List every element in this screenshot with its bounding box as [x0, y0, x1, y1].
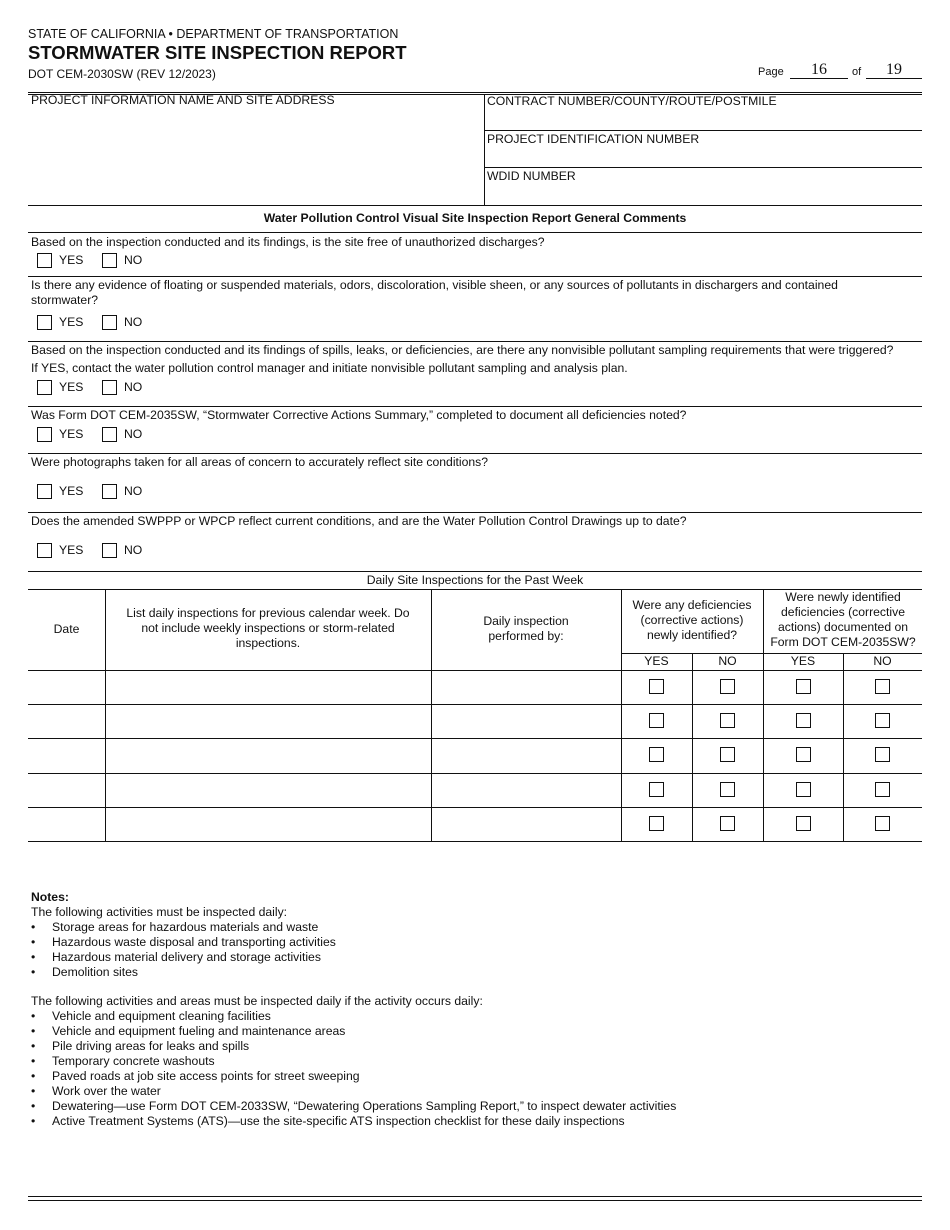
page-label: Page	[758, 66, 784, 78]
date-field[interactable]	[29, 739, 104, 772]
divider	[28, 512, 922, 513]
performed-by-field[interactable]	[432, 705, 620, 737]
contract-number-label: CONTRACT NUMBER/COUNTY/ROUTE/POSTMILE	[487, 94, 777, 108]
divider	[692, 653, 693, 841]
q1-no-checkbox[interactable]	[102, 253, 117, 268]
divider	[28, 453, 922, 454]
q2-no-checkbox[interactable]	[102, 315, 117, 330]
q5-yes-label: YES	[59, 484, 84, 498]
question-3-instruction: If YES, contact the water pollution control manager and initiate nonvisible pollutant sampling and analysis plan.	[31, 361, 628, 375]
list-item: • Paved roads at job site access points for street sweeping	[31, 1069, 911, 1084]
page-total-field[interactable]: 19	[866, 61, 922, 79]
deficiency-yes-checkbox[interactable]	[649, 747, 664, 762]
date-field[interactable]	[29, 671, 104, 703]
performed-by-field[interactable]	[432, 739, 620, 772]
question-5-text: Were photographs taken for all areas of concern to accurately reflect site conditions?	[31, 455, 489, 469]
divider	[843, 653, 844, 841]
divider	[28, 276, 922, 277]
q4-yes-label: YES	[59, 427, 84, 441]
documented-no-checkbox[interactable]	[875, 782, 890, 797]
date-field[interactable]	[29, 705, 104, 737]
daily-table-title: Daily Site Inspections for the Past Week	[366, 573, 584, 587]
col-date-header: Date	[53, 622, 80, 636]
list-item: • Pile driving areas for leaks and spills	[31, 1039, 911, 1054]
col-performed-header: Daily inspection performed by:	[483, 614, 569, 643]
q5-no-label: NO	[124, 484, 143, 498]
divider	[763, 589, 764, 841]
list-item: • Hazardous waste disposal and transporting activities	[31, 935, 911, 950]
wdid-field[interactable]	[486, 185, 921, 204]
divider	[621, 589, 622, 841]
deficiency-no-checkbox[interactable]	[720, 782, 735, 797]
documented-yes-checkbox[interactable]	[796, 782, 811, 797]
deficiency-no-checkbox[interactable]	[720, 816, 735, 831]
notes-heading: Notes:	[31, 890, 69, 904]
list-item: • Storage areas for hazardous materials and waste	[31, 920, 911, 935]
list-item: • Temporary concrete washouts	[31, 1054, 911, 1069]
question-3-text: Based on the inspection conducted and its findings of spills, leaks, or deficiencies, are there any nonvisible pollutant sampling requirements that were triggered?	[31, 343, 894, 357]
divider	[28, 205, 922, 206]
performed-by-field[interactable]	[432, 774, 620, 806]
q2-yes-checkbox[interactable]	[37, 315, 52, 330]
col-doc-no-header: NO	[873, 654, 892, 668]
comments-heading: Water Pollution Control Visual Site Inspection Report General Comments	[263, 211, 687, 225]
documented-yes-checkbox[interactable]	[796, 747, 811, 762]
q2-no-label: NO	[124, 315, 143, 329]
documented-no-checkbox[interactable]	[875, 679, 890, 694]
q5-yes-checkbox[interactable]	[37, 484, 52, 499]
q1-no-label: NO	[124, 253, 143, 267]
divider	[28, 571, 922, 572]
q4-no-label: NO	[124, 427, 143, 441]
footer-rule	[28, 1196, 922, 1197]
footer-rule	[28, 1200, 922, 1201]
date-field[interactable]	[29, 808, 104, 840]
divider	[484, 130, 922, 131]
list-item: • Active Treatment Systems (ATS)—use the site-specific ATS inspection checklist for these daily inspections	[31, 1114, 911, 1129]
divider	[28, 841, 922, 842]
q3-no-label: NO	[124, 380, 143, 394]
list-item: • Vehicle and equipment fueling and maintenance areas	[31, 1024, 911, 1039]
col-deficiencies-header: Were any deficiencies (corrective actions) newly identified?	[632, 598, 752, 642]
page-number-field[interactable]: 16	[790, 61, 848, 79]
divider	[28, 341, 922, 342]
q3-yes-checkbox[interactable]	[37, 380, 52, 395]
inspection-list-field[interactable]	[106, 671, 430, 703]
deficiency-yes-checkbox[interactable]	[649, 713, 664, 728]
list-item: • Dewatering—use Form DOT CEM-2033SW, “Dewatering Operations Sampling Report,” to inspect dewater activities	[31, 1099, 911, 1114]
col-documented-header: Were newly identified deficiencies (corrective actions) documented on Form DOT CEM-2035SW?	[770, 590, 916, 649]
q1-yes-label: YES	[59, 253, 84, 267]
q4-yes-checkbox[interactable]	[37, 427, 52, 442]
q6-yes-checkbox[interactable]	[37, 543, 52, 558]
question-2-text: Is there any evidence of floating or suspended materials, odors, discoloration, visible sheen, or any sources of pollutants in dischargers and contained stormwater?	[31, 278, 838, 307]
documented-no-checkbox[interactable]	[875, 816, 890, 831]
documented-no-checkbox[interactable]	[875, 713, 890, 728]
documented-yes-checkbox[interactable]	[796, 713, 811, 728]
notes-section	[31, 890, 911, 1129]
performed-by-field[interactable]	[432, 808, 620, 840]
deficiency-no-checkbox[interactable]	[720, 747, 735, 762]
q2-yes-label: YES	[59, 315, 84, 329]
performed-by-field[interactable]	[432, 671, 620, 703]
documented-yes-checkbox[interactable]	[796, 816, 811, 831]
project-id-field[interactable]	[486, 148, 921, 167]
inspection-list-field[interactable]	[106, 739, 430, 772]
list-item: • Vehicle and equipment cleaning facilities	[31, 1009, 911, 1024]
q4-no-checkbox[interactable]	[102, 427, 117, 442]
project-id-label: PROJECT IDENTIFICATION NUMBER	[487, 132, 700, 146]
q6-no-label: NO	[124, 543, 143, 557]
q5-no-checkbox[interactable]	[102, 484, 117, 499]
documented-no-checkbox[interactable]	[875, 747, 890, 762]
question-4-text: Was Form DOT CEM-2035SW, “Stormwater Corrective Actions Summary,” completed to document all deficiencies noted?	[31, 408, 687, 422]
question-1-text: Based on the inspection conducted and its findings, is the site free of unauthorized discharges?	[31, 235, 545, 249]
form-number: DOT CEM-2030SW (REV 12/2023)	[28, 67, 216, 81]
deficiency-yes-checkbox[interactable]	[649, 679, 664, 694]
inspection-list-field[interactable]	[106, 808, 430, 840]
inspection-list-field[interactable]	[106, 705, 430, 737]
deficiency-no-checkbox[interactable]	[720, 713, 735, 728]
deficiency-no-checkbox[interactable]	[720, 679, 735, 694]
wdid-label: WDID NUMBER	[487, 169, 576, 183]
notes-intro-daily: The following activities must be inspected daily:	[31, 904, 288, 919]
project-info-label: PROJECT INFORMATION NAME AND SITE ADDRESS	[31, 93, 335, 107]
col-list-header: List daily inspections for previous calendar week. Do not include weekly inspections or storm-related inspections.	[126, 606, 410, 650]
divider	[484, 94, 485, 205]
list-item: • Demolition sites	[31, 965, 911, 980]
deficiency-yes-checkbox[interactable]	[649, 782, 664, 797]
date-field[interactable]	[29, 774, 104, 806]
of-label: of	[852, 66, 862, 78]
question-6-text: Does the amended SWPPP or WPCP reflect current conditions, and are the Water Pollution Control Drawings up to date?	[31, 514, 687, 528]
agency-line: STATE OF CALIFORNIA • DEPARTMENT OF TRANSPORTATION	[28, 27, 399, 41]
q6-no-checkbox[interactable]	[102, 543, 117, 558]
divider	[484, 167, 922, 168]
project-info-field[interactable]	[29, 110, 482, 204]
q1-yes-checkbox[interactable]	[37, 253, 52, 268]
q6-yes-label: YES	[59, 543, 84, 557]
q3-yes-label: YES	[59, 380, 84, 394]
q3-no-checkbox[interactable]	[102, 380, 117, 395]
notes-intro-conditional: The following activities and areas must be inspected daily if the activity occurs daily:	[31, 994, 483, 1009]
col-def-yes-header: YES	[644, 654, 669, 668]
list-item: • Hazardous material delivery and storage activities	[31, 950, 911, 965]
col-def-no-header: NO	[718, 654, 737, 668]
list-item: • Work over the water	[31, 1084, 911, 1099]
deficiency-yes-checkbox[interactable]	[649, 816, 664, 831]
form-title: STORMWATER SITE INSPECTION REPORT	[28, 42, 407, 63]
divider	[28, 232, 922, 233]
contract-number-field[interactable]	[486, 110, 921, 130]
col-doc-yes-header: YES	[790, 654, 816, 668]
documented-yes-checkbox[interactable]	[796, 679, 811, 694]
divider	[28, 406, 922, 407]
inspection-list-field[interactable]	[106, 774, 430, 806]
